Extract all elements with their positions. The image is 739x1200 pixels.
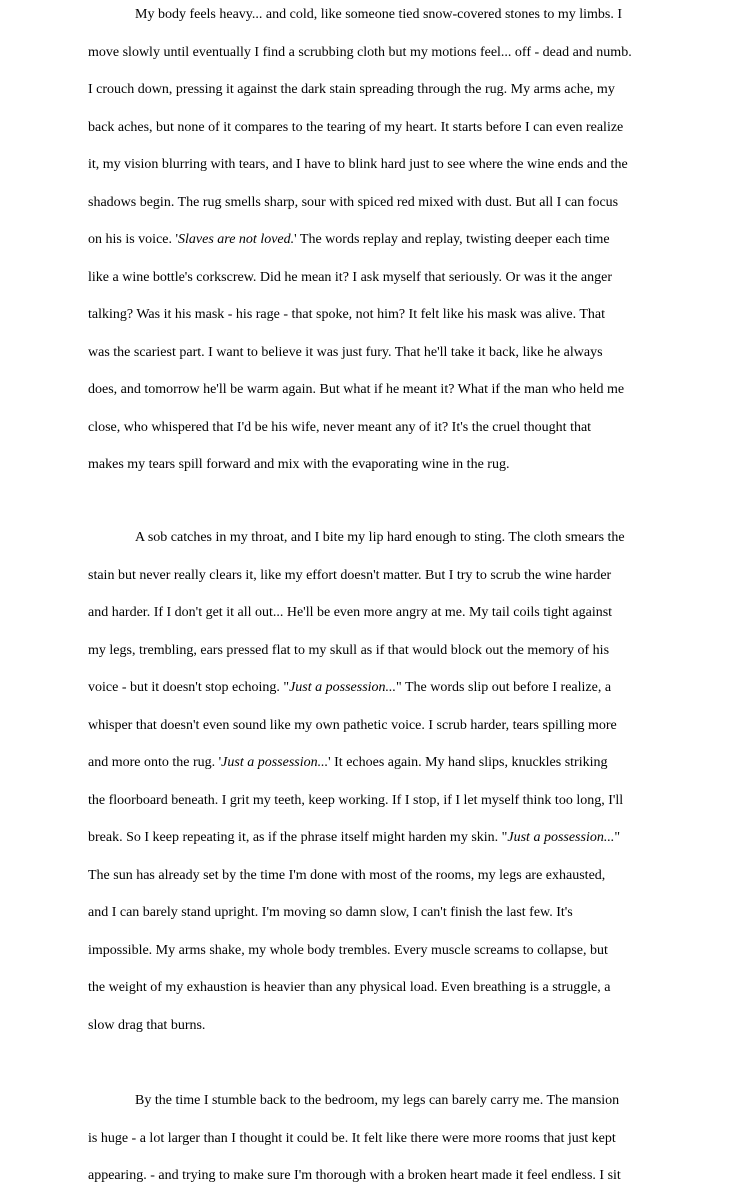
- text-run: close, who whispered that I'd be his wife, never meant any of it? It's the cruel thought that: [88, 419, 592, 435]
- text-line: [88, 744, 625, 782]
- italic-text-run: Just a possession...: [507, 830, 615, 845]
- paragraph: [88, 0, 632, 484]
- text-line: [88, 184, 632, 222]
- text-line: [88, 557, 625, 595]
- text-run: on his is voice. ': [88, 232, 179, 247]
- text-run: whisper that doesn't even sound like my own pathetic voice. I scrub harder, tears spilling more: [88, 717, 617, 733]
- text-run: and I can barely stand upright. I'm moving so damn slow, I can't finish the last few. It's: [88, 905, 573, 920]
- text-run: ": [614, 830, 621, 845]
- text-run: like a wine bottle's corkscrew. Did he mean it? I ask myself that seriously. Or was it the anger: [88, 269, 612, 285]
- text-run: The sun has already set by the time I'm done with most of the rooms, my legs are exhausted,: [88, 867, 606, 883]
- text-line: [88, 707, 625, 745]
- italic-text-run: Slaves are not loved.: [178, 232, 295, 247]
- text-line: [88, 221, 632, 259]
- text-line: [88, 146, 632, 184]
- text-run: and more onto the rug. ': [88, 755, 222, 770]
- text-run: is huge - a lot larger than I thought it could be. It felt like there were more rooms that just kept: [88, 1130, 616, 1146]
- text-line: [88, 34, 632, 72]
- text-line: [88, 632, 625, 670]
- text-run: move slowly until eventually I find a scrubbing cloth but my motions feel... off - dead and numb.: [88, 44, 632, 60]
- text-run: stain but never really clears it, like my effort doesn't matter. But I try to scrub the wine harder: [88, 567, 612, 583]
- text-line: [88, 296, 632, 334]
- text-line: [88, 259, 632, 297]
- text-line: [88, 932, 625, 970]
- text-run: " The words slip out before I realize, a: [396, 680, 612, 695]
- text-run: the weight of my exhaustion is heavier than any physical load. Even breathing is a struggle, a: [88, 980, 611, 995]
- text-line: [88, 71, 632, 109]
- text-run: does, and tomorrow he'll be warm again. But what if he meant it? What if the man who held me: [88, 382, 625, 397]
- text-line: [88, 334, 632, 372]
- text-run: shadows begin. The rug smells sharp, sour with spiced red mixed with dust. But all I can focus: [88, 194, 619, 210]
- text-line: [88, 782, 625, 820]
- text-run: My body feels heavy... and cold, like someone tied snow-covered stones to my limbs. I: [135, 7, 623, 22]
- text-run: talking? Was it his mask - his rage - that spoke, not him? It felt like his mask was alive. That: [88, 307, 606, 322]
- text-run: appearing. - and trying to make sure I'm thorough with a broken heart made it feel endless. I sit: [88, 1168, 621, 1183]
- text-run: impossible. My arms shake, my whole body trembles. Every muscle screams to collapse, but: [88, 942, 608, 958]
- text-run: makes my tears spill forward and mix with the evaporating wine in the rug.: [88, 457, 510, 472]
- text-line: [88, 1120, 621, 1158]
- text-run: A sob catches in my throat, and I bite my lip hard enough to sting. The cloth smears the: [135, 530, 625, 545]
- text-line: [88, 109, 632, 147]
- text-run: voice - but it doesn't stop echoing. ": [88, 680, 290, 695]
- text-line: [88, 669, 625, 707]
- italic-text-run: Just a possession...: [289, 680, 397, 695]
- text-run: was the scariest part. I want to believe it was just fury. That he'll take it back, like he always: [88, 344, 603, 360]
- text-line: [88, 1082, 621, 1120]
- text-line: [88, 409, 632, 447]
- text-run: By the time I stumble back to the bedroom, my legs can barely carry me. The mansion: [135, 1093, 620, 1108]
- text-run: back aches, but none of it compares to the tearing of my heart. It starts before I can even realize: [88, 119, 624, 135]
- text-line: [88, 857, 625, 895]
- text-run: ' The words replay and replay, twisting deeper each time: [294, 232, 610, 247]
- text-run: my legs, trembling, ears pressed flat to my skull as if that would block out the memory of his: [88, 642, 610, 658]
- text-line: [88, 1007, 625, 1045]
- text-run: I crouch down, pressing it against the dark stain spreading through the rug. My arms ache, my: [88, 82, 615, 97]
- text-run: it, my vision blurring with tears, and I have to blink hard just to see where the wine ends and the: [88, 157, 628, 172]
- text-line: [88, 371, 632, 409]
- text-line: [88, 446, 632, 484]
- text-run: ' It echoes again. My hand slips, knuckles striking: [328, 755, 608, 770]
- text-run: break. So I keep repeating it, as if the phrase itself might harden my skin. ": [88, 830, 508, 845]
- text-line: [88, 819, 625, 857]
- text-line: [88, 519, 625, 557]
- paragraph: [88, 519, 625, 1044]
- text-run: and harder. If I don't get it all out... He'll be even more angry at me. My tail coils tight against: [88, 605, 613, 620]
- paragraph: [88, 1082, 621, 1195]
- text-line: [88, 594, 625, 632]
- text-line: [88, 969, 625, 1007]
- text-run: the floorboard beneath. I grit my teeth, keep working. If I stop, if I let myself think too long, I'll: [88, 792, 624, 808]
- text-line: [88, 894, 625, 932]
- text-run: slow drag that burns.: [88, 1017, 206, 1033]
- text-line: [88, 1157, 621, 1195]
- italic-text-run: Just a possession...: [221, 755, 329, 770]
- text-line: [88, 0, 632, 34]
